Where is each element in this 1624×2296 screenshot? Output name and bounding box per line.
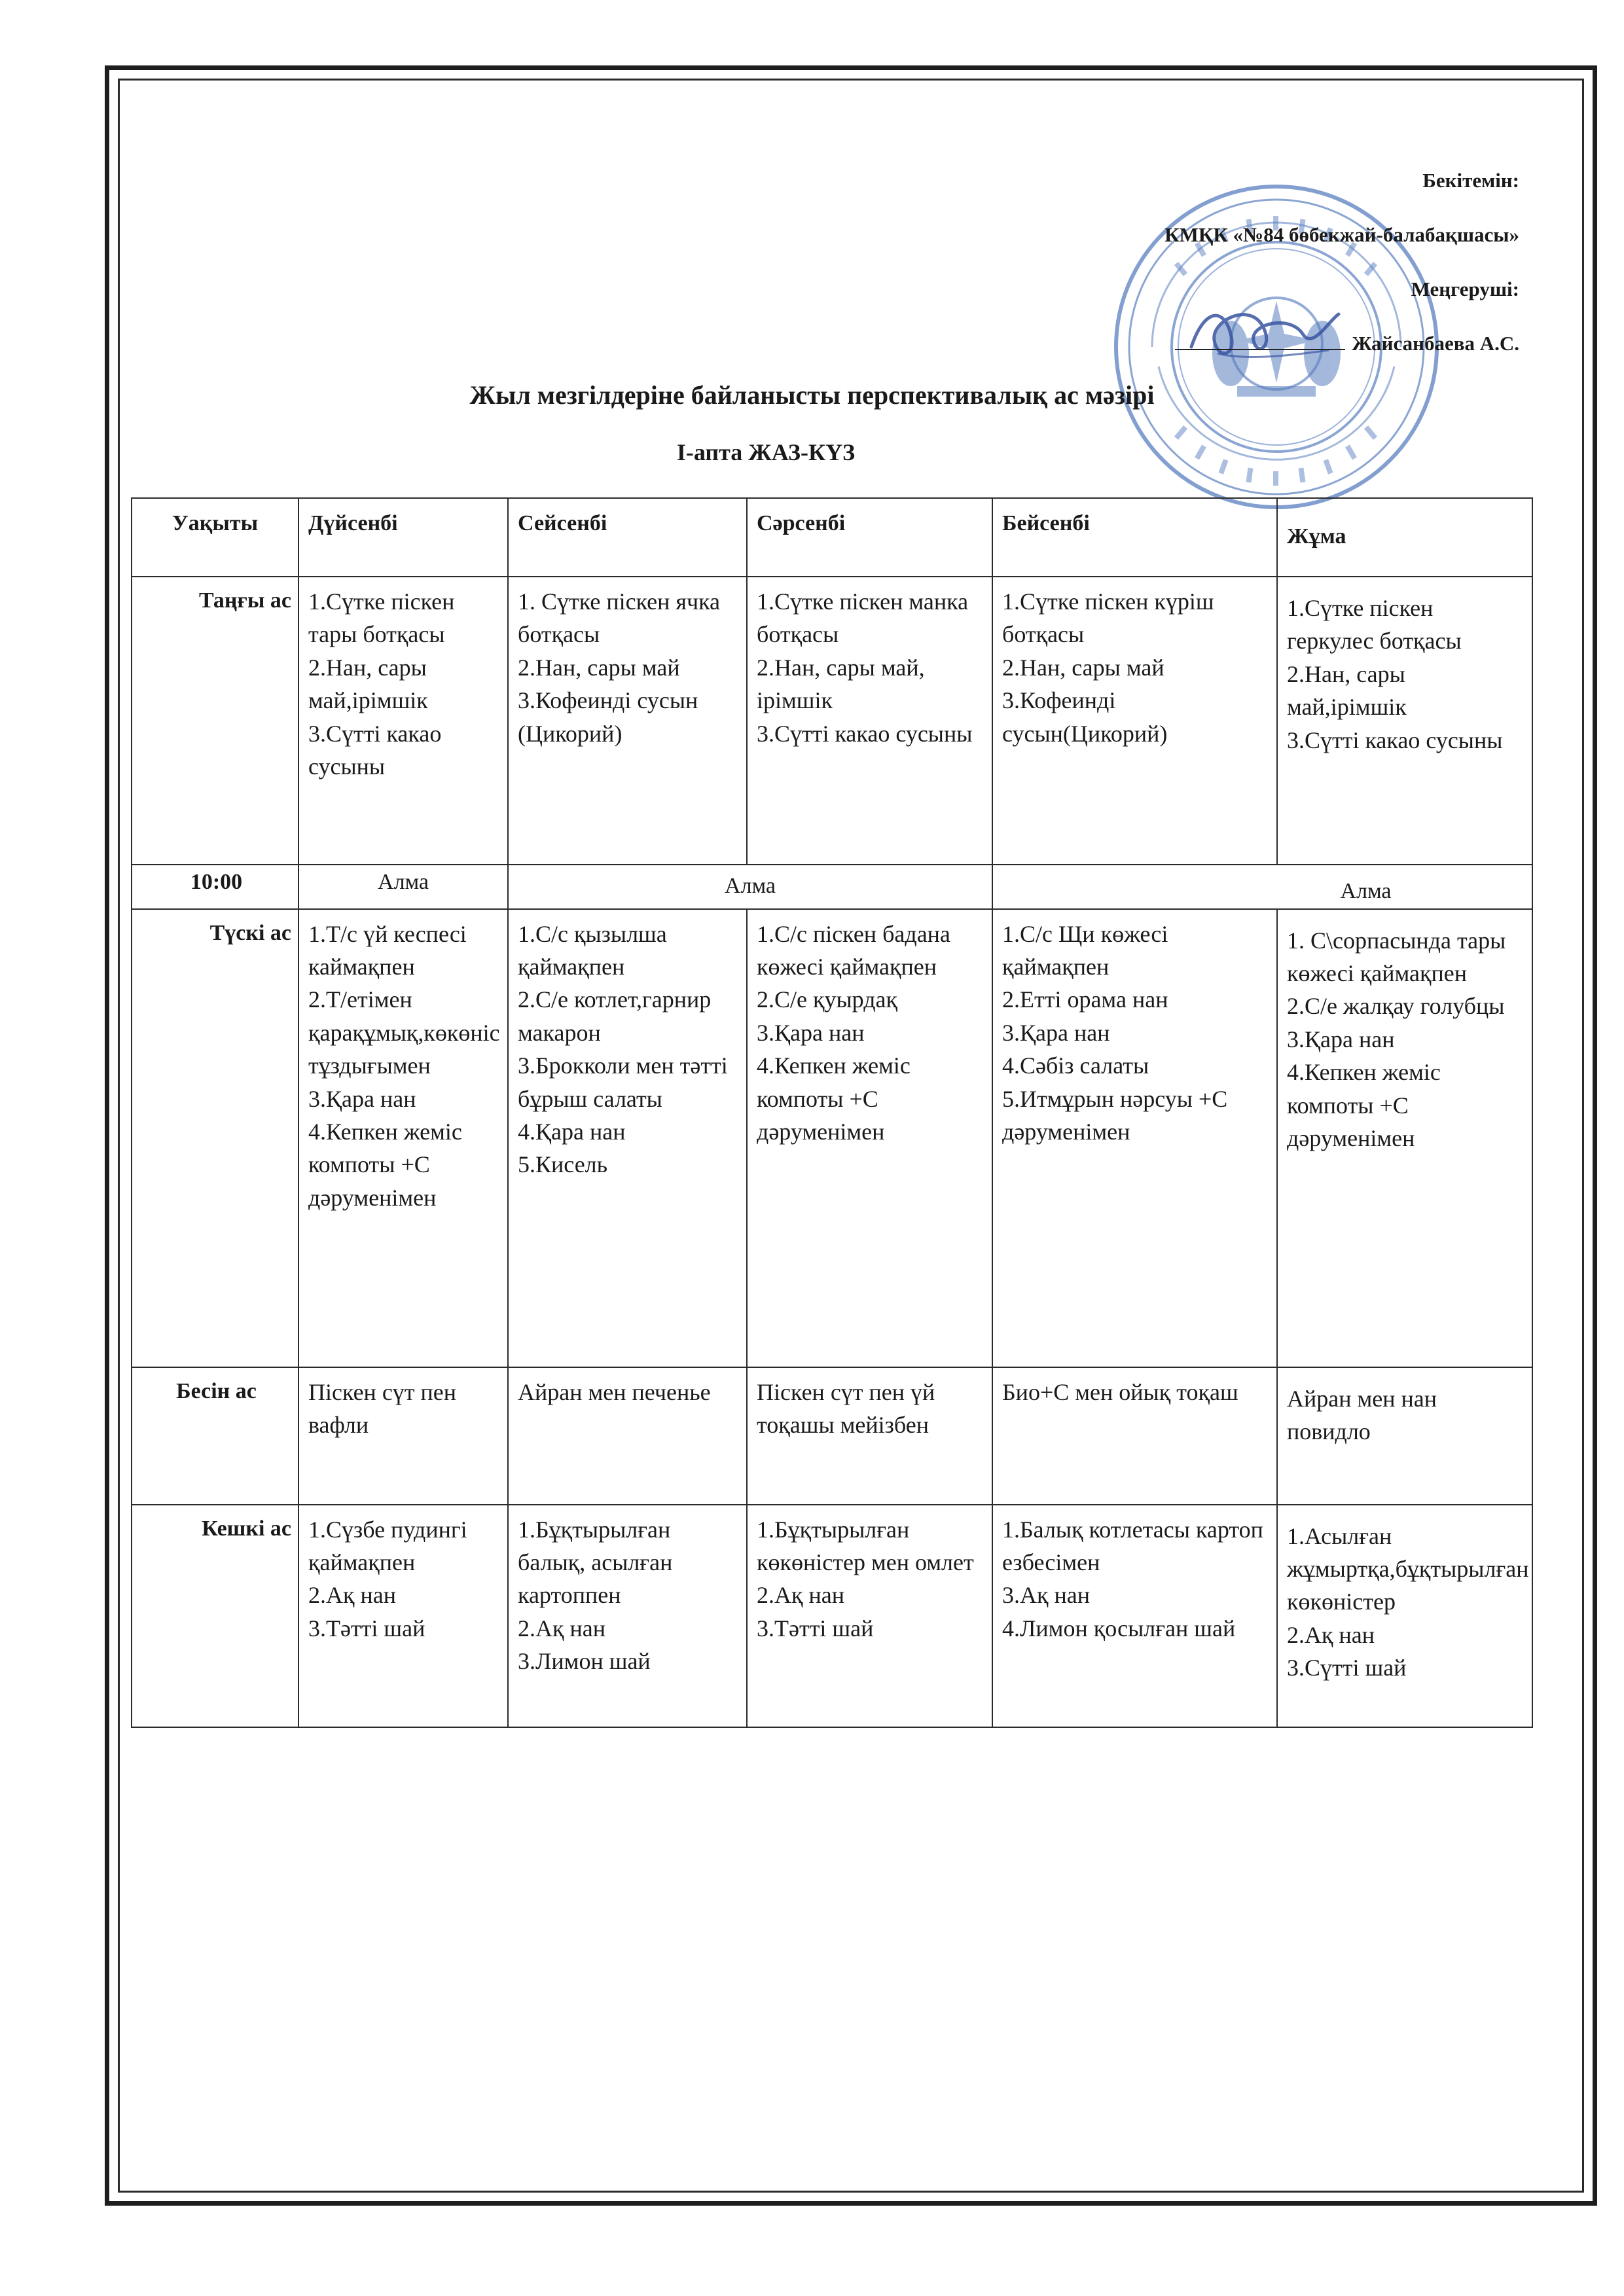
breakfast-thursday: 1.Сүтке піскен күріш ботқасы 2.Нан, сары май 3.Кофеинді сусын(Цикорий) xyxy=(992,577,1277,865)
table-header-row xyxy=(132,498,1532,577)
afternoon-friday: Айран мен нан повидло xyxy=(1277,1367,1532,1505)
row-label-dinner: Кешкі ас xyxy=(132,1505,298,1727)
table-row-lunch xyxy=(132,909,1532,1367)
header-friday: Жұма xyxy=(1277,498,1532,577)
lunch-tuesday: 1.С/с қызылша қаймақпен 2.С/е котлет,гарнир макарон 3.Брокколи мен тәтті бұрыш салаты 4.Қара нан 5.Кисель xyxy=(508,909,747,1367)
row-label-lunch: Түскі ас xyxy=(132,909,298,1367)
approval-block xyxy=(1164,170,1519,387)
lunch-friday: 1. С\сорпасында тары көжесі қаймақпен 2.С/е жалқау голубцы 3.Қара нан 4.Кепкен жеміс компоты +С дәруменімен xyxy=(1277,909,1532,1367)
header-thursday: Бейсенбі xyxy=(992,498,1277,577)
breakfast-friday: 1.Сүтке піскен геркулес ботқасы 2.Нан, сары май,ірімшік 3.Сүтті какао сусыны xyxy=(1277,577,1532,865)
page-subtitle: І-апта ЖАЗ-КҮЗ xyxy=(676,439,856,465)
table-row-breakfast xyxy=(132,577,1532,865)
afternoon-wednesday: Піскен сүт пен үй тоқашы мейізбен xyxy=(747,1367,992,1505)
approval-line1: Бекітемін: xyxy=(1422,169,1519,192)
menu-table xyxy=(131,497,1533,1728)
afternoon-tuesday: Айран мен печенье xyxy=(508,1367,747,1505)
afternoon-monday: Піскен сүт пен вафли xyxy=(298,1367,508,1505)
dinner-wednesday: 1.Бұқтырылған көкөністер мен омлет 2.Ақ нан 3.Тәтті шай xyxy=(747,1505,992,1727)
approval-line3: Меңгеруші: xyxy=(1411,278,1519,300)
header-tuesday: Сейсенбі xyxy=(508,498,747,577)
row-label-breakfast: Таңғы ас xyxy=(132,577,298,865)
dinner-friday: 1.Асылған жұмыртқа,бұқтырылған көкөністер 2.Ақ нан 3.Сүтті шай xyxy=(1277,1505,1532,1727)
approval-line4-wrap xyxy=(1164,333,1519,353)
page-title: Жыл мезгілдеріне байланысты перспективалық ас мәзірі xyxy=(469,380,1155,410)
signature-line xyxy=(1175,349,1345,350)
header-monday: Дүйсенбі xyxy=(298,498,508,577)
table-row-afternoon xyxy=(132,1367,1532,1505)
row-label-snack10: 10:00 xyxy=(132,865,298,909)
table-row-snack10 xyxy=(132,865,1532,909)
dinner-monday: 1.Сүзбе пудингі қаймақпен 2.Ақ нан 3.Тәтті шай xyxy=(298,1505,508,1727)
approval-line4: Жайсанбаева А.С. xyxy=(1352,332,1519,355)
header-time: Уақыты xyxy=(132,498,298,577)
breakfast-wednesday: 1.Сүтке піскен манка ботқасы 2.Нан, сары май, ірімшік 3.Сүтті какао сусыны xyxy=(747,577,992,865)
afternoon-thursday: Био+С мен ойық тоқаш xyxy=(992,1367,1277,1505)
breakfast-monday: 1.Сүтке піскен тары ботқасы 2.Нан, сары май,ірімшік 3.Сүтті какао сусыны xyxy=(298,577,508,865)
header-wednesday: Сәрсенбі xyxy=(747,498,992,577)
snack10-apple-2: Алма xyxy=(508,865,992,909)
dinner-thursday: 1.Балық котлетасы картоп езбесімен 3.Ақ нан 4.Лимон қосылған шай xyxy=(992,1505,1277,1727)
snack10-apple-1: Алма xyxy=(298,865,508,909)
snack10-apple-3: Алма xyxy=(992,865,1532,909)
lunch-thursday: 1.С/с Щи көжесі қаймақпен 2.Етті орама нан 3.Қара нан 4.Сәбіз салаты 5.Итмұрын нәрсуы +С дәруменімен xyxy=(992,909,1277,1367)
dinner-tuesday: 1.Бұқтырылған балық, асылған картоппен 2.Ақ нан 3.Лимон шай xyxy=(508,1505,747,1727)
table-row-dinner xyxy=(132,1505,1532,1727)
approval-line2: КМҚК «№84 бөбекжай-балабақшасы» xyxy=(1164,223,1519,246)
lunch-wednesday: 1.С/с піскен бадана көжесі қаймақпен 2.С/е қуырдақ 3.Қара нан 4.Кепкен жеміс компоты +С дәруменімен xyxy=(747,909,992,1367)
row-label-afternoon: Бесін ас xyxy=(132,1367,298,1505)
lunch-monday: 1.Т/с үй кеспесі каймақпен 2.Т/етімен қарақұмық,көкөніс тұздығымен 3.Қара нан 4.Кепкен жеміс компоты +С дәруменімен xyxy=(298,909,508,1367)
breakfast-tuesday: 1. Сүтке піскен ячка ботқасы 2.Нан, сары май 3.Кофеинді сусын (Цикорий) xyxy=(508,577,747,865)
